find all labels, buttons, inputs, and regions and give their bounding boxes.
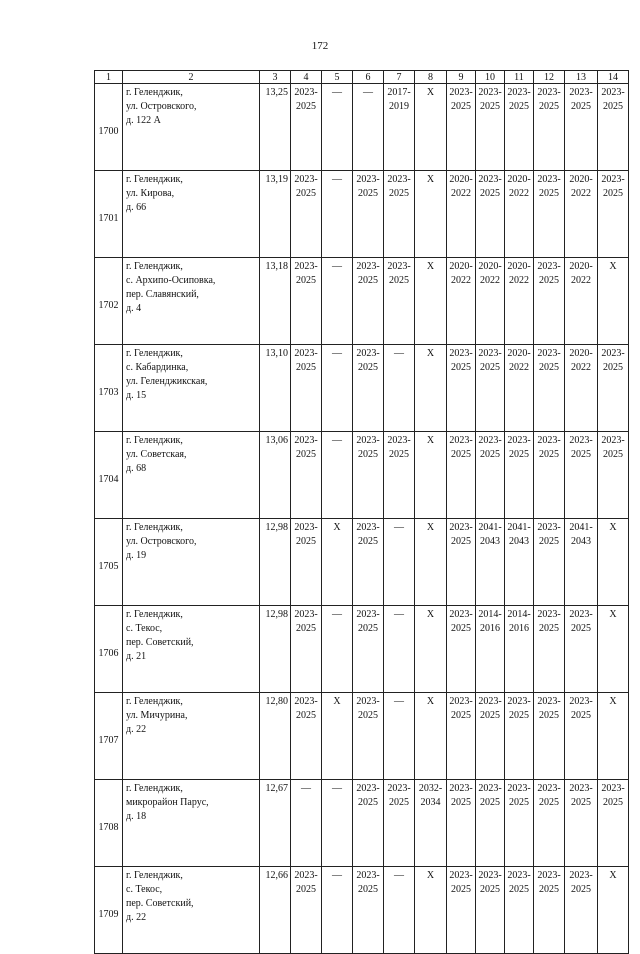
value-cell: Х xyxy=(415,606,447,693)
header-row xyxy=(95,71,629,84)
value-cell: Х xyxy=(415,867,447,954)
address-line: с. Кабардинка, xyxy=(126,362,189,373)
value-cell: 2023- 2025 xyxy=(598,780,629,867)
value-cell: 2020- 2022 xyxy=(505,171,534,258)
value-cell: 2023- 2025 xyxy=(353,171,384,258)
table-row xyxy=(95,258,629,345)
value-cell: 2017- 2019 xyxy=(384,84,415,171)
value-cell: 2023- 2025 xyxy=(598,171,629,258)
value-cell: — xyxy=(384,345,415,432)
value-cell: 2023- 2025 xyxy=(353,432,384,519)
header-cell: 12 xyxy=(534,71,565,84)
address-cell xyxy=(123,345,260,432)
address-line: д. 19 xyxy=(126,550,147,561)
address-cell xyxy=(123,432,260,519)
value-cell: 2020- 2022 xyxy=(476,258,505,345)
address-line: ул. Островского, xyxy=(126,536,197,547)
value-cell: 2023- 2025 xyxy=(505,780,534,867)
value-cell: Х xyxy=(415,84,447,171)
value-cell: 2023- 2025 xyxy=(534,258,565,345)
value-cell: 2023- 2025 xyxy=(534,84,565,171)
address-cell xyxy=(123,519,260,606)
header-cell: 13 xyxy=(565,71,598,84)
address-line: д. 4 xyxy=(126,303,142,314)
value-cell: 2023- 2025 xyxy=(447,519,476,606)
value-cell: 2023- 2025 xyxy=(505,432,534,519)
value-cell: 2023- 2025 xyxy=(353,867,384,954)
value-cell: 2023- 2025 xyxy=(447,606,476,693)
value-cell: 2023- 2025 xyxy=(534,519,565,606)
value-cell: 2023- 2025 xyxy=(353,606,384,693)
header-cell: 8 xyxy=(415,71,447,84)
address-line: с. Текос, xyxy=(126,884,163,895)
value-cell: 2023- 2025 xyxy=(353,693,384,780)
header-cell: 6 xyxy=(353,71,384,84)
value-cell: 2023- 2025 xyxy=(598,345,629,432)
address-line: ул. Советская, xyxy=(126,449,187,460)
address-line: с. Архипо-Осиповка, xyxy=(126,275,216,286)
header-cell: 10 xyxy=(476,71,505,84)
value-cell: 2023- 2025 xyxy=(353,258,384,345)
value-cell: 2023- 2025 xyxy=(565,780,598,867)
address-line: г. Геленджик, xyxy=(126,174,183,185)
address-line: д. 122 А xyxy=(126,115,161,126)
area-cell: 12,98 xyxy=(260,519,291,606)
address-line: г. Геленджик, xyxy=(126,87,183,98)
value-cell: 2023- 2025 xyxy=(353,345,384,432)
address-line: г. Геленджик, xyxy=(126,783,183,794)
address-cell xyxy=(123,867,260,954)
value-cell: 2023- 2025 xyxy=(384,780,415,867)
value-cell: 2023- 2025 xyxy=(384,258,415,345)
row-number: 1700 xyxy=(95,84,123,171)
address-line: д. 22 xyxy=(126,724,147,735)
header-cell: 9 xyxy=(447,71,476,84)
value-cell: 2041- 2043 xyxy=(505,519,534,606)
row-number: 1701 xyxy=(95,171,123,258)
value-cell: 2023- 2025 xyxy=(291,345,322,432)
address-line: ул. Мичурина, xyxy=(126,710,188,721)
value-cell: Х xyxy=(415,693,447,780)
value-cell: 2023- 2025 xyxy=(534,693,565,780)
value-cell: 2023- 2025 xyxy=(505,693,534,780)
address-line: г. Геленджик, xyxy=(126,348,183,359)
value-cell: 2023- 2025 xyxy=(565,84,598,171)
value-cell: 2023- 2025 xyxy=(565,606,598,693)
value-cell: — xyxy=(322,345,353,432)
registry-table xyxy=(94,70,629,954)
address-line: д. 22 xyxy=(126,912,147,923)
value-cell: 2023- 2025 xyxy=(353,519,384,606)
value-cell: — xyxy=(384,519,415,606)
row-number: 1709 xyxy=(95,867,123,954)
value-cell: 2023- 2025 xyxy=(447,432,476,519)
value-cell: 2020- 2022 xyxy=(505,345,534,432)
value-cell: Х xyxy=(598,693,629,780)
address-line: г. Геленджик, xyxy=(126,696,183,707)
value-cell: — xyxy=(322,432,353,519)
area-cell: 13,19 xyxy=(260,171,291,258)
value-cell: — xyxy=(384,867,415,954)
value-cell: Х xyxy=(415,171,447,258)
value-cell: — xyxy=(291,780,322,867)
area-cell: 13,10 xyxy=(260,345,291,432)
value-cell: 2023- 2025 xyxy=(476,345,505,432)
value-cell: — xyxy=(322,84,353,171)
value-cell: 2023- 2025 xyxy=(534,780,565,867)
table-row xyxy=(95,606,629,693)
value-cell: 2023- 2025 xyxy=(505,867,534,954)
address-line: с. Текос, xyxy=(126,623,163,634)
header-cell: 11 xyxy=(505,71,534,84)
header-cell: 2 xyxy=(123,71,260,84)
table-row xyxy=(95,84,629,171)
address-cell xyxy=(123,171,260,258)
value-cell: 2023- 2025 xyxy=(291,693,322,780)
value-cell: 2020- 2022 xyxy=(565,258,598,345)
value-cell: 2041- 2043 xyxy=(476,519,505,606)
table-row xyxy=(95,867,629,954)
address-line: пер. Советский, xyxy=(126,637,194,648)
row-number: 1705 xyxy=(95,519,123,606)
page-number: 172 xyxy=(311,40,329,52)
table-row xyxy=(95,693,629,780)
address-line: д. 68 xyxy=(126,463,147,474)
row-number: 1708 xyxy=(95,780,123,867)
value-cell: Х xyxy=(415,258,447,345)
address-cell xyxy=(123,780,260,867)
area-cell: 12,80 xyxy=(260,693,291,780)
address-line: ул. Кирова, xyxy=(126,188,175,199)
value-cell: 2023- 2025 xyxy=(291,258,322,345)
value-cell: 2023- 2025 xyxy=(476,867,505,954)
value-cell: 2023- 2025 xyxy=(447,345,476,432)
address-line: г. Геленджик, xyxy=(126,609,183,620)
value-cell: 2023- 2025 xyxy=(291,84,322,171)
value-cell: — xyxy=(384,606,415,693)
address-line: г. Геленджик, xyxy=(126,522,183,533)
value-cell: 2023- 2025 xyxy=(447,693,476,780)
value-cell: 2023- 2025 xyxy=(565,693,598,780)
value-cell: 2023- 2025 xyxy=(291,519,322,606)
value-cell: 2020- 2022 xyxy=(447,171,476,258)
value-cell: 2014- 2016 xyxy=(505,606,534,693)
header-cell: 5 xyxy=(322,71,353,84)
area-cell: 12,98 xyxy=(260,606,291,693)
value-cell: — xyxy=(322,258,353,345)
area-cell: 13,06 xyxy=(260,432,291,519)
value-cell: 2041- 2043 xyxy=(565,519,598,606)
value-cell: 2020- 2022 xyxy=(505,258,534,345)
value-cell: Х xyxy=(415,519,447,606)
row-number: 1707 xyxy=(95,693,123,780)
address-line: г. Геленджик, xyxy=(126,870,183,881)
value-cell: 2023- 2025 xyxy=(353,780,384,867)
address-line: пер. Советский, xyxy=(126,898,194,909)
value-cell: 2014- 2016 xyxy=(476,606,505,693)
value-cell: 2023- 2025 xyxy=(598,432,629,519)
value-cell: Х xyxy=(598,258,629,345)
address-cell xyxy=(123,606,260,693)
address-line: пер. Славянский, xyxy=(126,289,199,300)
value-cell: 2023- 2025 xyxy=(447,84,476,171)
value-cell: 2023- 2025 xyxy=(476,84,505,171)
value-cell: 2023- 2025 xyxy=(476,780,505,867)
value-cell: 2023- 2025 xyxy=(384,171,415,258)
header-cell: 4 xyxy=(291,71,322,84)
row-number: 1706 xyxy=(95,606,123,693)
table-row xyxy=(95,432,629,519)
header-cell: 7 xyxy=(384,71,415,84)
area-cell: 13,25 xyxy=(260,84,291,171)
value-cell: 2032- 2034 xyxy=(415,780,447,867)
value-cell: — xyxy=(384,693,415,780)
table-row xyxy=(95,345,629,432)
address-line: д. 66 xyxy=(126,202,147,213)
value-cell: 2023- 2025 xyxy=(476,693,505,780)
address-line: д. 21 xyxy=(126,651,147,662)
address-line: д. 15 xyxy=(126,390,147,401)
header-cell: 3 xyxy=(260,71,291,84)
value-cell: 2023- 2025 xyxy=(291,171,322,258)
value-cell: Х xyxy=(598,606,629,693)
table-row xyxy=(95,780,629,867)
value-cell: Х xyxy=(415,432,447,519)
value-cell: 2020- 2022 xyxy=(565,171,598,258)
value-cell: 2020- 2022 xyxy=(565,345,598,432)
value-cell: 2023- 2025 xyxy=(447,867,476,954)
address-line: г. Геленджик, xyxy=(126,261,183,272)
address-line: ул. Островского, xyxy=(126,101,197,112)
value-cell: 2023- 2025 xyxy=(565,432,598,519)
value-cell: — xyxy=(322,171,353,258)
table-row xyxy=(95,171,629,258)
value-cell: Х xyxy=(415,345,447,432)
value-cell: 2023- 2025 xyxy=(534,606,565,693)
header-cell: 14 xyxy=(598,71,629,84)
value-cell: Х xyxy=(322,519,353,606)
value-cell: 2023- 2025 xyxy=(447,780,476,867)
value-cell: 2023- 2025 xyxy=(291,867,322,954)
value-cell: 2023- 2025 xyxy=(384,432,415,519)
value-cell: 2023- 2025 xyxy=(534,867,565,954)
value-cell: 2023- 2025 xyxy=(534,432,565,519)
row-number: 1704 xyxy=(95,432,123,519)
value-cell: Х xyxy=(598,867,629,954)
value-cell: — xyxy=(322,780,353,867)
value-cell: — xyxy=(353,84,384,171)
row-number: 1703 xyxy=(95,345,123,432)
value-cell: 2023- 2025 xyxy=(534,171,565,258)
table-row xyxy=(95,519,629,606)
address-cell xyxy=(123,258,260,345)
value-cell: Х xyxy=(322,693,353,780)
value-cell: 2023- 2025 xyxy=(476,171,505,258)
value-cell: 2023- 2025 xyxy=(291,606,322,693)
value-cell: 2023- 2025 xyxy=(505,84,534,171)
value-cell: — xyxy=(322,606,353,693)
address-line: микрорайон Парус, xyxy=(126,797,209,808)
value-cell: 2020- 2022 xyxy=(447,258,476,345)
value-cell: 2023- 2025 xyxy=(565,867,598,954)
address-line: г. Геленджик, xyxy=(126,435,183,446)
value-cell: 2023- 2025 xyxy=(534,345,565,432)
row-number: 1702 xyxy=(95,258,123,345)
address-line: д. 18 xyxy=(126,811,147,822)
value-cell: 2023- 2025 xyxy=(291,432,322,519)
address-cell xyxy=(123,693,260,780)
area-cell: 12,66 xyxy=(260,867,291,954)
header-cell: 1 xyxy=(95,71,123,84)
address-line: ул. Геленджикская, xyxy=(126,376,208,387)
area-cell: 13,18 xyxy=(260,258,291,345)
value-cell: — xyxy=(322,867,353,954)
value-cell: 2023- 2025 xyxy=(598,84,629,171)
address-cell xyxy=(123,84,260,171)
value-cell: Х xyxy=(598,519,629,606)
value-cell: 2023- 2025 xyxy=(476,432,505,519)
area-cell: 12,67 xyxy=(260,780,291,867)
